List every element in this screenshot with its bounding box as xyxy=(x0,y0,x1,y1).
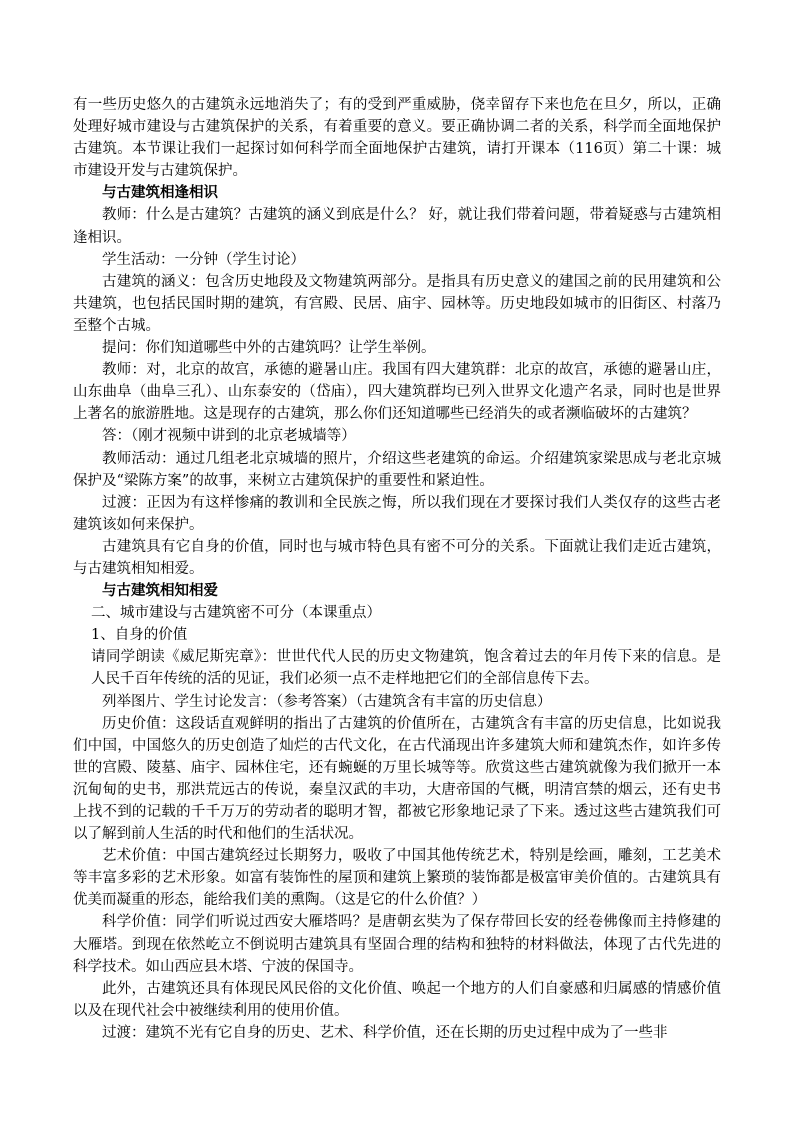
paragraph-teacher-activity: 教师活动：通过几组老北京城墙的照片，介绍这些老建筑的命运。介绍建筑家梁思成与老北京城保护及“梁陈方案”的故事，来树立古建筑保护的重要性和紧迫性。 xyxy=(73,450,721,489)
section-subheading-value: 1、自身的价值 xyxy=(91,627,188,644)
paragraph-question: 提问：你们知道哪些中外的古建筑吗？让学生举例。 xyxy=(102,340,436,357)
paragraph-venice-charter: 请同学朗读《威尼斯宪章》：世世代代人民的历史文物建筑，饱含着过去的年月传下来的信息。是人民千百年传统的活的见证，我们必须一点不走样地把它们的全部信息传下去。 xyxy=(91,649,721,688)
paragraph-discussion: 列举图片、学生讨论发言：（参考答案）（古建筑含有丰富的历史信息） xyxy=(102,693,552,710)
paragraph-artistic-value: 艺术价值：中国古建筑经过长期努力，吸收了中国其他传统艺术，特别是绘画，雕刻，工艺美术等丰富多彩的艺术形象。如富有装饰性的屋顶和建筑上繁琐的装饰都是极富审美价值的。古建筑具有优美而凝重的形态，能给我们美的熏陶。（这是它的什么价值？） xyxy=(73,848,721,909)
paragraph-teacher-examples: 教师：对，北京的故宫，承德的避暑山庄。我国有四大建筑群：北京的故宫，承德的避暑山庄，山东曲阜（曲阜三孔）、山东泰安的（岱庙），四大建筑群均已列入世界文化遗产名录，同时也是世界上著名的旅游胜地。这是现存的古建筑，那么你们还知道哪些已经消失的或者濒临破坏的古建筑？ xyxy=(73,362,721,423)
paragraph-value-intro: 古建筑具有它自身的价值，同时也与城市特色具有密不可分的关系。下面就让我们走近古建筑，与古建筑相知相爱。 xyxy=(73,538,721,577)
paragraph-intro: 有一些历史悠久的古建筑永远地消失了；有的受到严重威胁，侥幸留存下来也危在旦夕，所以，正确处理好城市建设与古建筑保护的关系，有着重要的意义。要正确协调二者的关系，科学而全面地保护古建筑。本节课让我们一起探讨如何科学而全面地保护古建筑，请打开课本（116页）第二十课：城市建设开发与古建筑保护。 xyxy=(73,97,721,180)
paragraph-transition-1: 过渡：正因为有这样惨痛的教训和全民族之悔，所以我们现在才要探讨我们人类仅存的这些古老建筑该如何来保护。 xyxy=(73,494,721,533)
paragraph-answer: 答：（刚才视频中讲到的北京老城墙等） xyxy=(102,428,356,445)
document-page xyxy=(73,94,721,1044)
paragraph-other-values: 此外，古建筑还具有体现民风民俗的文化价值、唤起一个地方的人们自豪感和归属感的情感价值以及在现代社会中被继续利用的使用价值。 xyxy=(73,980,721,1019)
paragraph-definition: 古建筑的涵义：包含历史地段及文物建筑两部分。是指具有历史意义的建国之前的民用建筑和公共建筑，也包括民国时期的建筑，有宫殿、民居、庙宇、园林等。历史地段如城市的旧街区、村落乃至整个古城。 xyxy=(73,273,721,334)
paragraph-historical-value: 历史价值：这段话直观鲜明的指出了古建筑的价值所在，古建筑含有丰富的历史信息，比如说我们中国，中国悠久的历史创造了灿烂的古代文化，在古代涌现出许多建筑大师和建筑杰作，如许多传世的宫殿、陵墓、庙宇、园林住宅，还有蜿蜒的万里长城等等。欣赏这些古建筑就像为我们掀开一本沉甸甸的史书，那洪荒远古的传说，秦皇汉武的丰功，大唐帝国的气概，明清宫禁的烟云，还有史书上找不到的记载的千千万万的劳动者的聪明才智，都被它形象地记录了下来。透过这些古建筑我们可以了解到前人生活的时代和他们的生活状况。 xyxy=(73,715,721,843)
section-heading-love: 与古建筑相知相爱 xyxy=(102,582,218,600)
paragraph-student-activity: 学生活动：一分钟（学生讨论） xyxy=(102,251,305,268)
paragraph-transition-2: 过渡：建筑不光有它自身的历史、艺术、科学价值，还在长期的历史过程中成为了一些非 xyxy=(102,1024,668,1041)
section-heading-meet: 与古建筑相逢相识 xyxy=(102,184,218,202)
paragraph-scientific-value: 科学价值：同学们听说过西安大雁塔吗？是唐朝玄奘为了保存带回长安的经卷佛像而主持修建的大雁塔。到现在依然屹立不倒说明古建筑具有坚固合理的结构和独特的材料做法，体现了古代先进的科学技术。如山西应县木塔、宁波的保国寺。 xyxy=(73,914,721,975)
paragraph-teacher-question: 教师：什么是古建筑？古建筑的涵义到底是什么？ 好，就让我们带着问题，带着疑惑与古建筑相逢相识。 xyxy=(73,207,721,246)
section-subheading-two: 二、城市建设与古建筑密不可分（本课重点） xyxy=(91,605,381,622)
